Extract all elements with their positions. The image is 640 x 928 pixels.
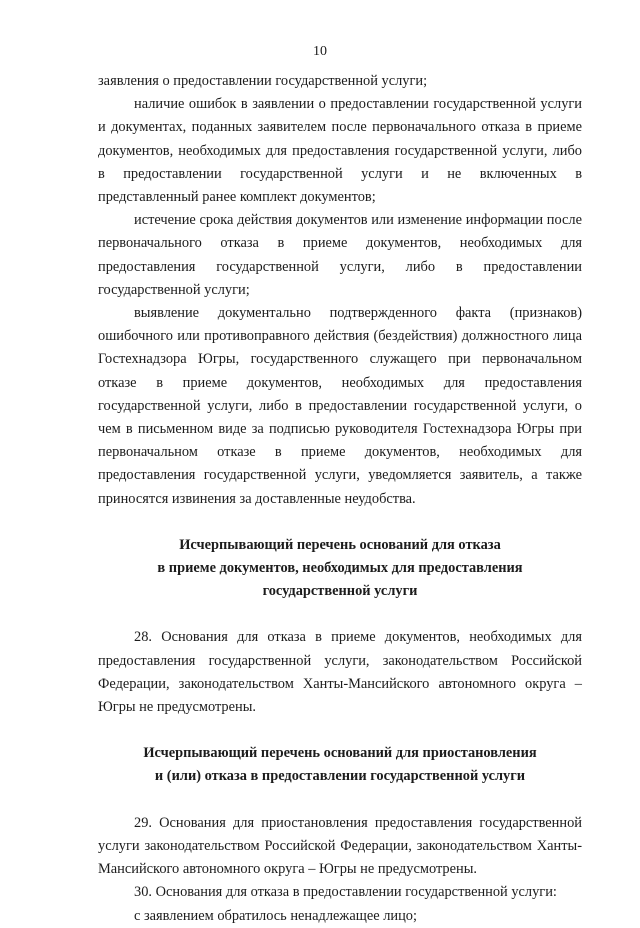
paragraph-30-item: с заявлением обратилось ненадлежащее лицо; — [134, 907, 417, 924]
section-heading-refusal-line-3: государственной услуги — [262, 583, 418, 600]
section-heading-suspension-line-1: Исчерпывающий перечень оснований для приостановления — [143, 745, 537, 762]
document-body — [98, 70, 582, 928]
paragraph-erroneous-action: выявление документально подтвержденного факта (признаков) ошибочного или противоправного действия (бездействия) должностного лица Гостехнадзора Югры, государственного служащего при первоначальном отказе в приеме документов, необходимых для предоставления государственной услуги, либо в предоставлении государственной услуги, о чем в письменном виде за подписью руководителя Гостехнадзора Югры при первоначальном отказе в приеме документов, необходимых для предоставления государственной услуги, уведомляется заявитель, а также приносятся извинения за доставленные неудобства. — [98, 305, 582, 507]
paragraph-30: 30. Основания для отказа в предоставлении государственной услуги: — [134, 884, 557, 901]
paragraph-errors-in-application: наличие ошибок в заявлении о предоставлении государственной услуги и документах, поданных заявителем после первоначального отказа в приеме документов, необходимых для предоставления государственной услуги, либо в предоставлении государственной услуги и не включенных в представленный ранее комплект документов; — [98, 96, 582, 206]
paragraph-28: 28. Основания для отказа в приеме документов, необходимых для предоставления государственной услуги, законодательством Российской Федерации, законодательством Ханты-Мансийского автономного округа – Югры не предусмотрены. — [98, 629, 582, 716]
paragraph-continuation: заявления о предоставлении государственной услуги; — [98, 73, 428, 89]
page-number: 10 — [313, 44, 327, 59]
section-heading-refusal-line-2: в приеме документов, необходимых для предоставления — [157, 560, 523, 577]
section-heading-suspension-line-2: и (или) отказа в предоставлении государственной услуги — [154, 768, 526, 785]
paragraph-expiry-of-documents: истечение срока действия документов или изменение информации после первоначального отказа в приеме документов, необходимых для предоставления государственной услуги, либо в предоставлении государственной услуги; — [98, 212, 582, 298]
paragraph-29: 29. Основания для приостановления предоставления государственной услуги законодательством Российской Федерации, законодательством Ханты-Мансийского автономного округа – Югры не предусмотрены. — [98, 814, 582, 878]
section-heading-refusal-line-1: Исчерпывающий перечень оснований для отказа — [179, 536, 501, 553]
